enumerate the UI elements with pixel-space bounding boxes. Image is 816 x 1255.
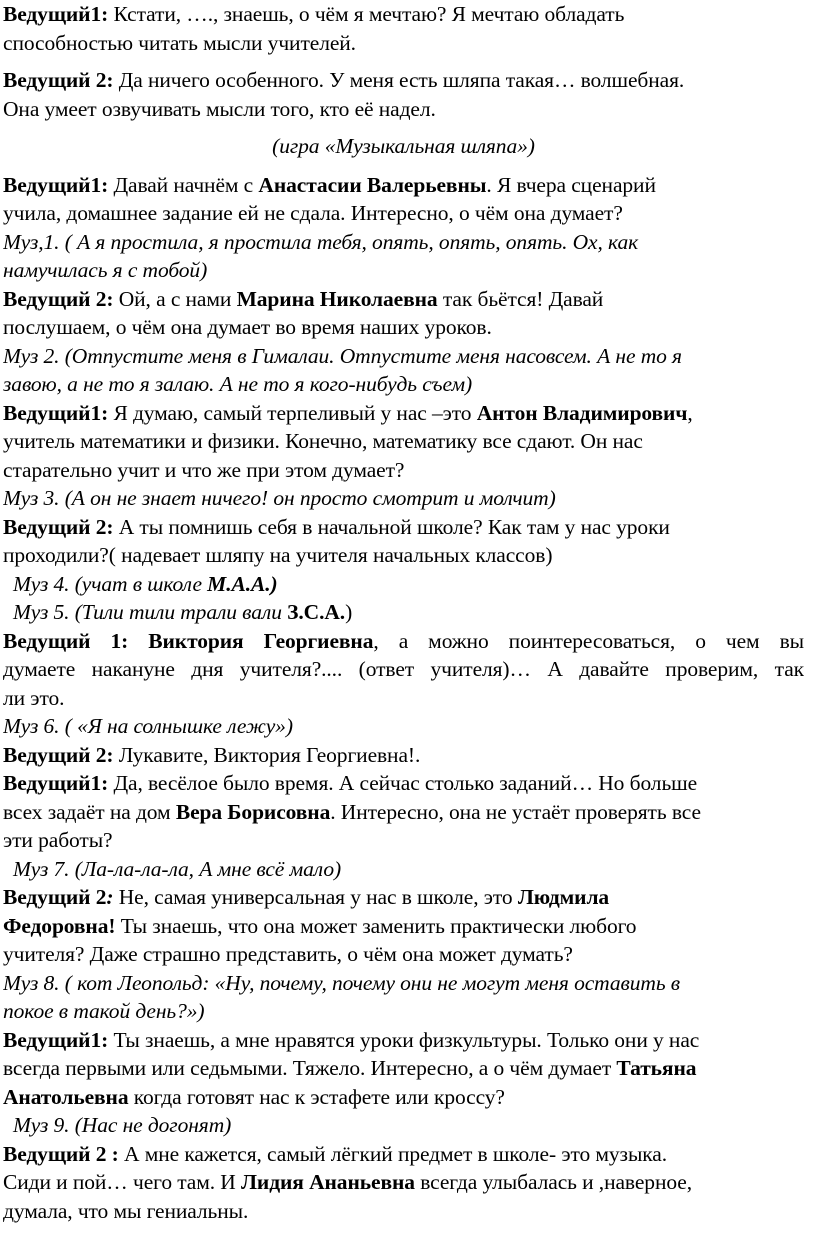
text-run: так бьётся! Давай (437, 286, 604, 311)
bold-text: Лидия Ананьевна (241, 1170, 415, 1194)
bold-text: Анатольевна (3, 1084, 129, 1109)
bold-text: Ведущий1: (3, 400, 109, 425)
text-run: всех задаёт на дом (3, 799, 176, 824)
text-line (3, 712, 804, 741)
text-run: учителя? Даже страшно представить, о чём она может думать? (3, 942, 573, 966)
italic-text: Муз 7. (Ла-ла-ла-ла, А мне всё мало) (13, 856, 342, 881)
text-line (3, 997, 804, 1026)
paragraph-gap (3, 123, 804, 132)
text-line (3, 1111, 804, 1140)
text-run: А ты помнишь себя в начальной школе? Как там у нас уроки (113, 514, 670, 539)
text-line (3, 171, 804, 200)
italic-text: завою, а не то я залаю. А не то я кого-нибудь съем) (3, 372, 473, 396)
paragraph-gap (3, 57, 804, 66)
bold-text: Ведущий 2: (3, 742, 114, 767)
text-run: всегда улыбалась и ,наверное, (414, 1170, 692, 1194)
text-run: старательно учит и что же при этом думает? (3, 457, 405, 482)
italic-text: Муз 8. ( кот Леопольд: «Ну, почему, почему они не могут меня оставить в (3, 970, 681, 995)
text-line (3, 627, 804, 656)
text-line (3, 285, 804, 314)
text-line (3, 969, 804, 998)
text-run: Лукавите, Виктория Георгиевна!. (113, 742, 421, 767)
text-run: . Я вчера сценарий (486, 172, 656, 197)
italic-text: Муз 5. (Тили тили трали вали (13, 600, 288, 624)
bold-text: Вера Борисовна (175, 799, 331, 824)
text-line (3, 855, 804, 884)
italic-text: Муз,1. ( А я простила, я простила тебя, опять, опять, опять. Ох, как (3, 229, 639, 254)
text-line (3, 132, 804, 161)
text-run: Она умеет озвучивать мысли того, кто её надел. (3, 96, 436, 121)
text-line (3, 313, 804, 342)
text-line (3, 1168, 804, 1197)
text-run: ) (345, 600, 353, 624)
bold-text: Ведущий 2 (3, 885, 107, 909)
text-run: Кстати, …., знаешь, о чём я мечтаю? Я мечтаю обладать (108, 2, 625, 26)
text-line (3, 484, 804, 513)
text-line (3, 912, 804, 941)
bold-text: Ведущий 1: (3, 628, 129, 653)
bold-text: З.С.А. (287, 600, 346, 624)
bold-text: Анастасии Валерьевны (258, 172, 487, 197)
paragraph-gap (3, 161, 804, 171)
text-line (3, 655, 804, 684)
text-line (3, 513, 804, 542)
text-line (3, 1054, 804, 1083)
text-line (3, 1083, 804, 1112)
text-run: Да ничего особенного. У меня есть шляпа такая… волшебная. (113, 68, 685, 92)
text-run: послушаем, о чём она думает во время наших уроков. (3, 315, 492, 339)
text-line (3, 741, 804, 770)
text-line (3, 684, 804, 713)
bold-text: Ведущий1: (3, 172, 109, 197)
text-line (3, 541, 804, 570)
text-run: Я думаю, самый терпеливый у нас –это (108, 400, 477, 425)
text-run: Не, самая универсальная у нас в школе, это (113, 885, 518, 909)
text-line (3, 826, 804, 855)
bold-text: Антон Владимирович (476, 400, 688, 425)
text-run: , (687, 400, 693, 425)
bold-text: Федоровна! (3, 913, 116, 938)
text-run: ли это. (3, 685, 65, 710)
text-run: когда готовят нас к эстафете или кроссу? (128, 1084, 505, 1109)
text-run: способностью читать мысли учителей. (3, 30, 356, 55)
text-run: учитель математики и физики. Конечно, математику все сдают. Он нас (3, 429, 643, 453)
text-run: эти работы? (3, 828, 113, 852)
text-run: учила, домашнее задание ей не сдала. Интересно, о чём она думает? (3, 201, 623, 225)
text-run: . Интересно, она не устаёт проверять все (330, 799, 701, 824)
bold-text: Ведущий1: (3, 771, 109, 795)
text-run: Ты знаешь, а мне нравятся уроки физкультуры. Только они у нас (108, 1027, 700, 1052)
text-line (3, 66, 804, 95)
text-line (3, 95, 804, 124)
text-line (3, 427, 804, 456)
text-line (3, 29, 804, 58)
text-line (3, 769, 804, 798)
text-line (3, 940, 804, 969)
bold-italic-text: М.А.А.) (207, 571, 278, 596)
bold-italic-text: : (106, 885, 114, 909)
italic-text: (игра «Музыкальная шляпа») (272, 134, 535, 158)
text-run (128, 629, 148, 653)
text-line (3, 798, 804, 827)
italic-text: Муз 6. ( «Я на солнышке лежу») (3, 714, 293, 738)
text-run: Ты знаешь, что она может заменить практически любого (115, 913, 637, 938)
text-line (3, 0, 804, 29)
text-line (3, 1026, 804, 1055)
text-run: А мне кажется, самый лёгкий предмет в школе- это музыка. (118, 1141, 668, 1166)
italic-text: намучилась я с тобой) (3, 258, 208, 282)
text-line (3, 228, 804, 257)
text-line (3, 1140, 804, 1169)
italic-text: покое в такой день?») (3, 999, 205, 1023)
text-line (3, 883, 804, 912)
bold-text: Ведущий 2: (3, 514, 114, 539)
bold-text: Ведущий 2 : (3, 1141, 119, 1166)
text-line (3, 342, 804, 371)
text-run: всегда первыми или седьмыми. Тяжело. Интересно, а о чём думает (3, 1056, 617, 1080)
text-line (3, 1197, 804, 1226)
text-line (3, 199, 804, 228)
bold-text: Татьяна (616, 1056, 697, 1080)
bold-text: Ведущий1: (3, 1027, 109, 1052)
bold-text: Ведущий 2: (3, 286, 114, 311)
bold-text: Людмила (517, 885, 610, 909)
text-line (3, 370, 804, 399)
text-line (3, 399, 804, 428)
italic-text: Муз 3. (А он не знает ничего! он просто смотрит и молчит) (3, 486, 556, 510)
bold-text: Марина Николаевна (236, 286, 438, 311)
text-run: Давай начнём с (108, 172, 259, 197)
text-run: думала, что мы гениальны. (3, 1198, 249, 1223)
text-line (3, 256, 804, 285)
bold-text: Ведущий1: (3, 2, 109, 26)
bold-text: Виктория Георгиевна (148, 628, 374, 653)
text-run: Сиди и пой… чего там. И (3, 1170, 242, 1194)
text-line (3, 570, 804, 599)
text-run: Да, весёлое было время. А сейчас столько заданий… Но больше (108, 771, 698, 795)
text-line (3, 456, 804, 485)
italic-text: Муз 4. (учат в школе (13, 571, 208, 596)
text-run: Ой, а с нами (113, 286, 237, 311)
italic-text: Муз 9. (Нас не догонят) (13, 1113, 232, 1137)
text-line (3, 598, 804, 627)
text-run: думаете накануне дня учителя?.... (ответ учителя)… А давайте проверим, так (3, 657, 804, 681)
text-run: проходили?( надевает шляпу на учителя начальных классов) (3, 543, 553, 567)
text-run: , а можно поинтересоваться, о чем вы (373, 628, 804, 653)
italic-text: Муз 2. (Отпустите меня в Гималаи. Отпустите меня насовсем. А не то я (3, 343, 682, 368)
bold-text: Ведущий 2: (3, 68, 114, 92)
